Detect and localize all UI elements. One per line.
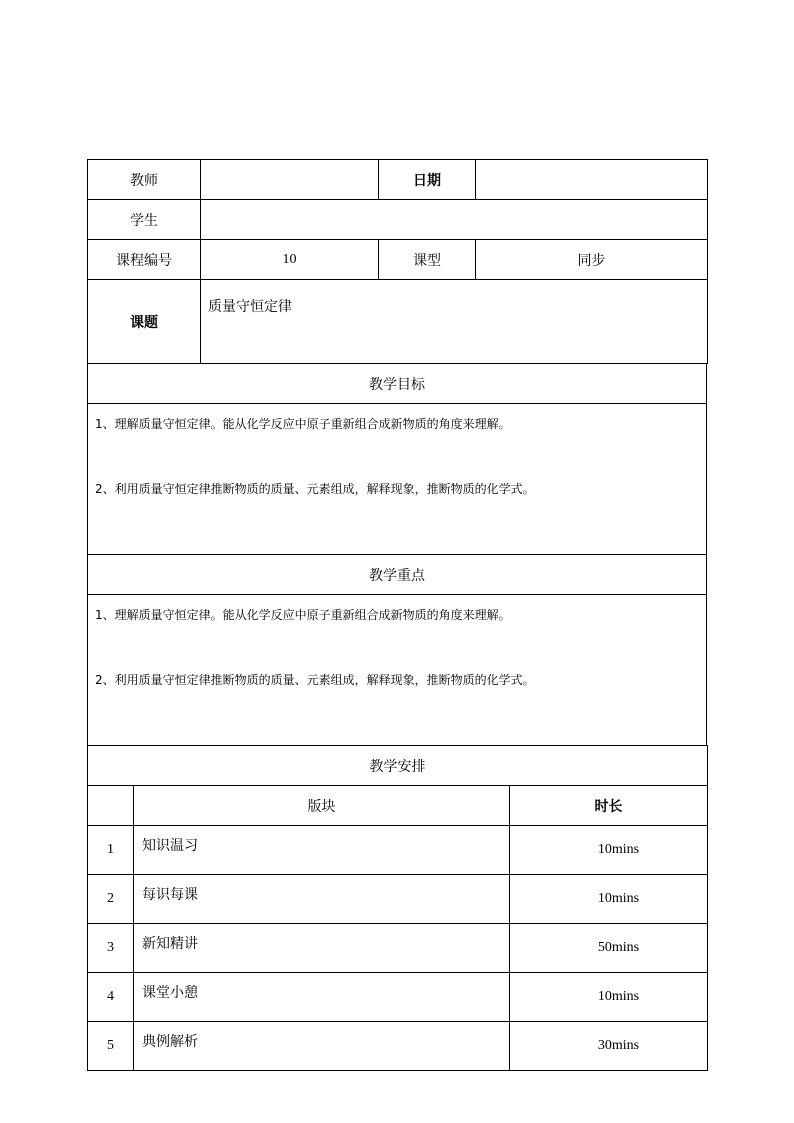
table-row [88, 973, 708, 1022]
topic-label: 课题 [88, 280, 201, 364]
lesson-plan-form [87, 159, 707, 1071]
schedule-col-index [88, 786, 134, 826]
objectives-title: 教学目标 [88, 364, 707, 404]
row-section: 典例解析 [134, 1022, 510, 1071]
teacher-date-row [88, 160, 708, 200]
objective-item: 1、理解质量守恒定律。能从化学反应中原子重新组合成新物质的角度来理解。 [95, 417, 511, 431]
row-duration: 10mins [510, 875, 708, 924]
schedule-title: 教学安排 [88, 746, 708, 786]
schedule-col-section: 版块 [134, 786, 510, 826]
course-no-value: 10 [201, 240, 379, 280]
key-points-body [88, 595, 707, 746]
row-duration: 10mins [510, 973, 708, 1022]
table-row [88, 875, 708, 924]
key-point-item: 2、利用质量守恒定律推断物质的质量、元素组成，解释现象，推断物质的化学式。 [95, 673, 535, 687]
topic-value: 质量守恒定律 [201, 280, 708, 364]
schedule-col-duration: 时长 [510, 786, 708, 826]
row-duration: 10mins [510, 826, 708, 875]
row-section: 课堂小憩 [134, 973, 510, 1022]
table-row [88, 826, 708, 875]
objectives-table [87, 363, 707, 555]
row-index: 4 [88, 973, 134, 1022]
row-section: 新知精讲 [134, 924, 510, 973]
header-table [87, 159, 708, 364]
student-label: 学生 [88, 200, 201, 240]
course-no-label: 课程编号 [88, 240, 201, 280]
row-index: 1 [88, 826, 134, 875]
date-label: 日期 [379, 160, 476, 200]
student-row [88, 200, 708, 240]
key-point-item: 1、理解质量守恒定律。能从化学反应中原子重新组合成新物质的角度来理解。 [95, 608, 511, 622]
course-type-label: 课型 [379, 240, 476, 280]
schedule-header-row [88, 786, 708, 826]
objectives-body [88, 404, 707, 555]
row-duration: 30mins [510, 1022, 708, 1071]
date-field[interactable] [476, 160, 708, 200]
row-section: 知识温习 [134, 826, 510, 875]
schedule-table [87, 745, 708, 1071]
teacher-field[interactable] [201, 160, 379, 200]
objective-item: 2、利用质量守恒定律推断物质的质量、元素组成，解释现象，推断物质的化学式。 [95, 482, 535, 496]
row-index: 3 [88, 924, 134, 973]
row-section: 每识每课 [134, 875, 510, 924]
key-points-title: 教学重点 [88, 555, 707, 595]
course-row [88, 240, 708, 280]
topic-row [88, 280, 708, 364]
key-points-table [87, 554, 707, 746]
table-row [88, 1022, 708, 1071]
row-index: 5 [88, 1022, 134, 1071]
teacher-label: 教师 [88, 160, 201, 200]
row-index: 2 [88, 875, 134, 924]
row-duration: 50mins [510, 924, 708, 973]
student-field[interactable] [201, 200, 708, 240]
course-type-value: 同步 [476, 240, 708, 280]
table-row [88, 924, 708, 973]
